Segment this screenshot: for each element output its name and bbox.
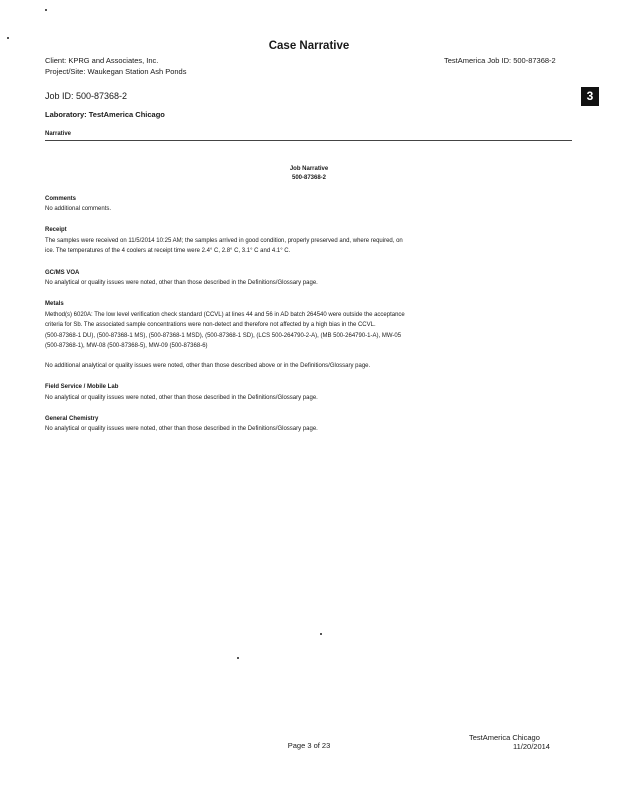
metals-heading: Metals <box>45 301 64 307</box>
job-narrative-number: 500-87368-2 <box>291 175 327 181</box>
scan-speck <box>45 9 47 11</box>
client-line: Client: KPRG and Associates, Inc. <box>45 56 159 65</box>
gcms-heading: GC/MS VOA <box>45 270 80 276</box>
comments-heading: Comments <box>45 196 77 202</box>
project-line: Project/Site: Waukegan Station Ash Ponds <box>45 67 187 76</box>
job-narrative-title: Job Narrative <box>289 166 329 172</box>
metals-line: criteria for Sb. The associated sample concentrations were non-detect and therefore not affected by a high bias in the CCVL. <box>45 322 376 328</box>
metals-line: (500-87368-1), MW-08 (500-87368-5), MW-09 (500-87368-6) <box>45 343 208 349</box>
general-text: No analytical or quality issues were noted, other than those described in the Definitions/Glossary page. <box>45 426 318 432</box>
field-text: No analytical or quality issues were noted, other than those described in the Definitions/Glossary page. <box>45 395 318 401</box>
divider <box>45 140 572 141</box>
section-tab: 3 <box>581 87 599 106</box>
footer-lab: TestAmerica Chicago <box>469 733 540 742</box>
metals-line: Method(s) 6020A: The low level verification check standard (CCVL) at lines 44 and 56 in AD batch 264540 were outside the acceptance <box>45 312 405 318</box>
narrative-label: Narrative <box>45 131 72 137</box>
receipt-line: The samples were received on 11/5/2014 10:25 AM; the samples arrived in good condition, properly preserved and, where required, on <box>45 238 403 244</box>
page-title: Case Narrative <box>268 40 350 52</box>
scan-speck <box>7 37 9 39</box>
job-ref: TestAmerica Job ID: 500-87368-2 <box>444 56 556 65</box>
general-heading: General Chemistry <box>45 416 99 422</box>
receipt-line: ice. The temperatures of the 4 coolers at receipt time were 2.4° C, 2.8° C, 3.1° C and 4.1° C. <box>45 248 291 254</box>
job-id: Job ID: 500-87368-2 <box>45 91 128 101</box>
receipt-heading: Receipt <box>45 227 67 233</box>
laboratory: Laboratory: TestAmerica Chicago <box>45 110 165 119</box>
footer-date: 11/20/2014 <box>513 742 550 751</box>
scan-speck <box>237 657 239 659</box>
metals-extra: No additional analytical or quality issues were noted, other than those described above or in the Definitions/Glossary page. <box>45 363 371 369</box>
page-number: Page 3 of 23 <box>287 741 331 750</box>
metals-line: (500-87368-1 DU), (500-87368-1 MS), (500-87368-1 MSD), (500-87368-1 SD), (LCS 500-264790-2-A), (MB 500-264790-1-A), MW-05 <box>45 333 402 339</box>
gcms-text: No analytical or quality issues were noted, other than those described in the Definitions/Glossary page. <box>45 280 318 286</box>
scan-speck <box>320 633 322 635</box>
comments-text: No additional comments. <box>45 206 112 212</box>
field-heading: Field Service / Mobile Lab <box>45 384 119 390</box>
